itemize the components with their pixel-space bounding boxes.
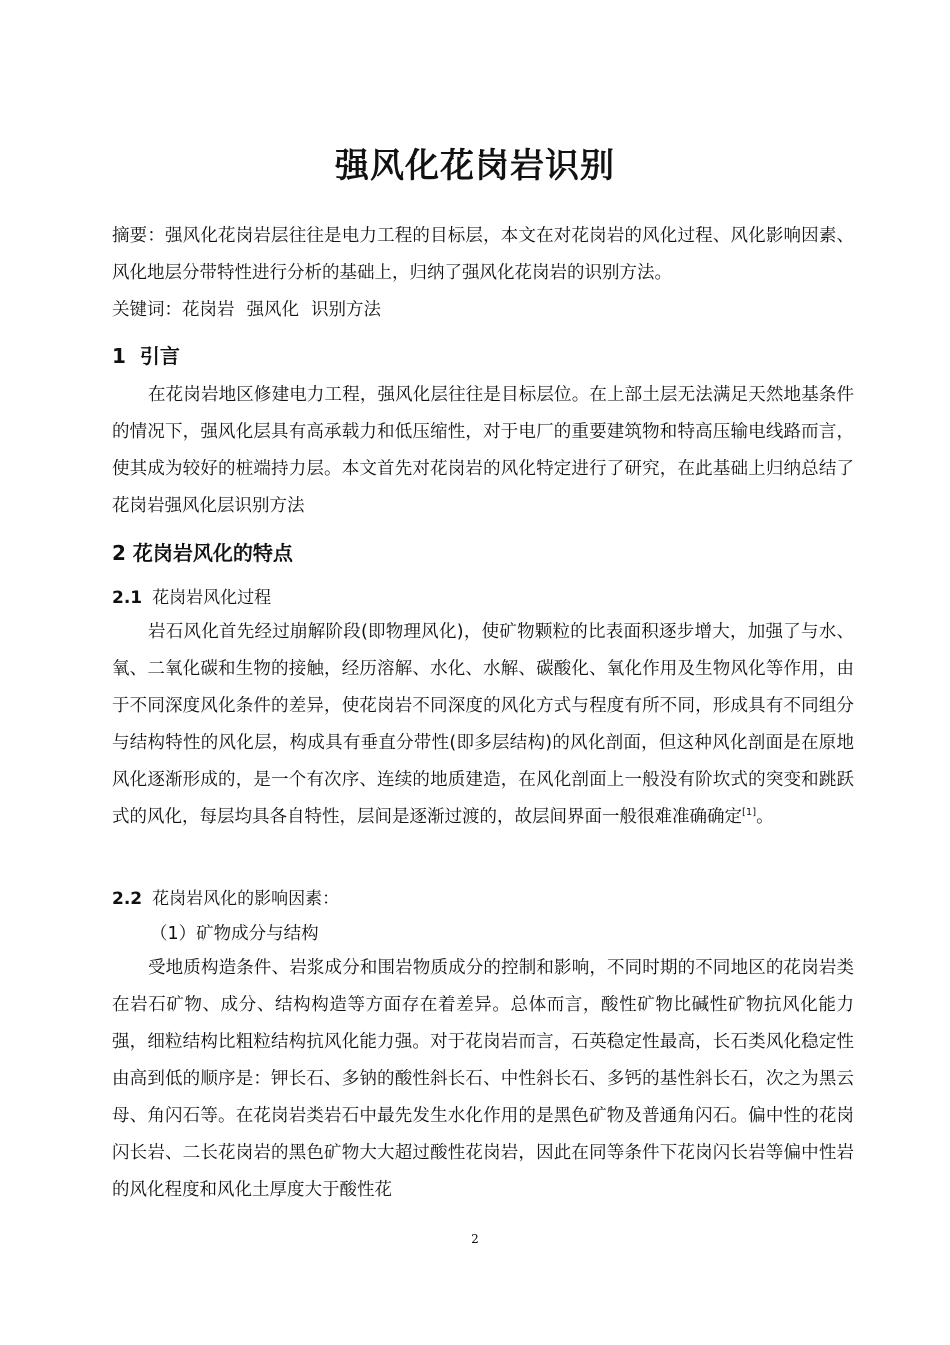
section-2-2-paragraph: 受地质构造条件、岩浆成分和围岩物质成分的控制和影响，不同时期的不同地区的花岗岩类在岩石矿物、成分、结构构造等方面存在着差异。总体而言，酸性矿物比碱性矿物抗风化能力强，细粒结构比粗粒结构抗风化能力强。对于花岗岩而言，石英稳定性最高，长石类风化稳定性由高到低的顺序是：钾长石、多钠的酸性斜长石、中性斜长石、多钙的基性斜长石，次之为黑云母、角闪石等。在花岗岩类岩石中最先发生水化作用的是黑色矿物及普通角闪石。偏中性的花岗闪长岩、二长花岗岩的黑色矿物大大超过酸性花岗岩，因此在同等条件下花岗闪长岩等偏中性岩的风化程度和风化土厚度大于酸性花 (112, 958, 854, 1200)
section-title: 花岗岩风化的影响因素： (152, 889, 340, 909)
section-1-heading (112, 340, 180, 369)
subsection-heading: （1）矿物成分与结构 (150, 924, 319, 944)
keyword-item: 花岗岩 (182, 300, 235, 320)
page-number: 2 (471, 1232, 479, 1246)
keyword-item: 强风化 (246, 300, 299, 320)
page-title: 强风化花岗岩识别 (335, 146, 615, 186)
section-title: 花岗岩风化的特点 (132, 541, 293, 565)
abstract-text: 强风化花岗岩层往往是电力工程的目标层，本文在对花岗岩的风化过程、风化影响因素、风化地层分带特性进行分析的基础上，归纳了强风化花岗岩的识别方法。 (112, 226, 855, 283)
section-1-paragraph: 在花岗岩地区修建电力工程，强风化层往往是目标层位。在上部土层无法满足天然地基条件的情况下，强风化层具有高承载力和低压缩性，对于电厂的重要建筑物和特高压输电线路而言，使其成为较好的桩端持力层。本文首先对花岗岩的风化特定进行了研究，在此基础上归纳总结了花岗岩强风化层识别方法 (112, 385, 854, 516)
abstract-label: 摘要： (112, 226, 166, 246)
section-number: 1 (112, 344, 126, 368)
paragraph-text: 岩石风化首先经过崩解阶段(即物理风化)，使矿物颗粒的比表面积逐步增大，加强了与水、氧、二氧化碳和生物的接触，经历溶解、水化、水解、碳酸化、氧化作用及生物风化等作用，由于不同深度风化条件的差异，使花岗岩不同深度的风化方式与程度有所不同，形成具有不同组分与结构特性的风化层，构成具有垂直分带性(即多层结构)的风化剖面，但这种风化剖面是在原地风化逐渐形成的，是一个有次序、连续的地质建造，在风化剖面上一般没有阶坎式的突变和跳跃式的风化，每层均具各自特性，层间是逐渐过渡的，故层间界面一般很难准确确定 (112, 622, 854, 827)
keywords-label: 关键词： (112, 300, 182, 320)
citation-ref: [1] (742, 807, 757, 819)
section-number: 2 (112, 541, 126, 565)
section-title: 花岗岩风化过程 (152, 588, 272, 608)
abstract (112, 218, 854, 292)
section-title: 引言 (139, 344, 180, 368)
section-number: 2.2 (112, 889, 143, 909)
section-2-1-paragraph (112, 614, 854, 836)
section-2-1-heading (112, 583, 271, 608)
paragraph-end: 。 (756, 807, 774, 827)
section-2-heading (112, 537, 293, 566)
section-2-2-heading (112, 884, 339, 909)
section-number: 2.1 (112, 588, 143, 608)
keywords (112, 296, 393, 321)
keyword-item: 识别方法 (311, 300, 381, 320)
